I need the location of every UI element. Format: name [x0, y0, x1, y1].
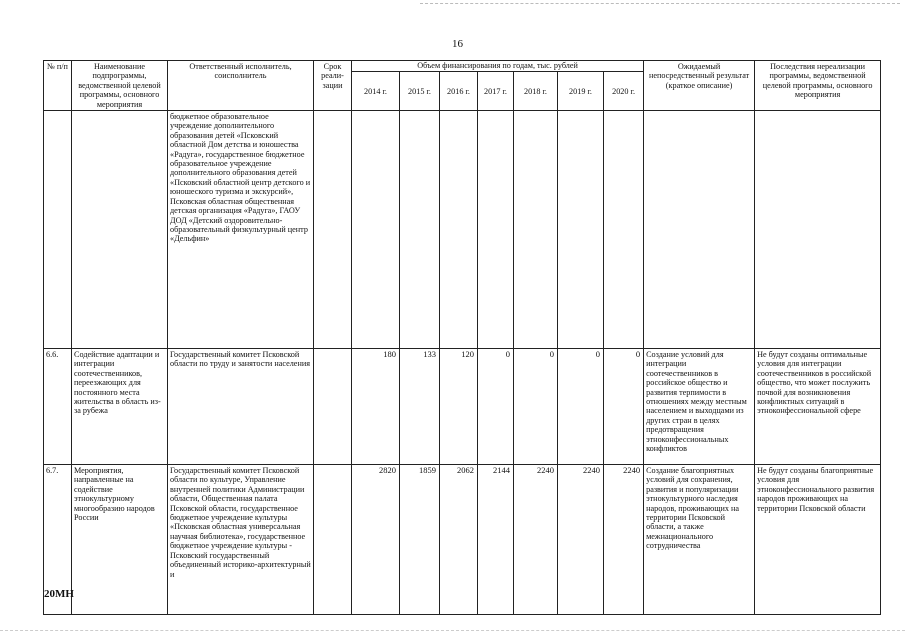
header-term: Срок реали-зации — [314, 61, 352, 111]
table-row — [44, 465, 881, 615]
cell-term — [314, 111, 352, 349]
header-year: 2015 г. — [400, 72, 440, 111]
header-year: 2018 г. — [514, 72, 558, 111]
cell-value: 2062 — [440, 465, 478, 615]
cell-value — [604, 111, 644, 349]
cell-consequences: Не будут созданы оптимальные условия для интеграции соотечественников в российской общество, что может послужить почвой для возникновения конфликтных ситуаций в этноконфессиональной сфере — [755, 349, 881, 465]
header-year: 2020 г. — [604, 72, 644, 111]
table-row — [44, 349, 881, 465]
cell-term — [314, 465, 352, 615]
cell-value: 120 — [440, 349, 478, 465]
cell-value — [514, 111, 558, 349]
header-funding-group: Объем финансирования по годам, тыс. рублей — [352, 61, 644, 72]
cell-value — [558, 111, 604, 349]
cell-executor: Государственный комитет Псковской области по труду и занятости населения — [168, 349, 314, 465]
footer-code: 20МН — [44, 588, 74, 600]
cell-name: Содействие адаптации и интеграции соотечественников, переезжающих для постоянного места жительства в область из-за рубежа — [72, 349, 168, 465]
header-result: Ожидаемый непосредственный результат (краткое описание) — [644, 61, 755, 111]
cell-consequences — [755, 111, 881, 349]
cell-result: Создание условий для интеграции соотечественников в российское общество и развития терпимости в отношениях между местным населением и выходцами из других стран в целях предотвращения этноконфессиональных конфликтов — [644, 349, 755, 465]
cell-value: 0 — [558, 349, 604, 465]
cell-value — [352, 111, 400, 349]
cell-value: 2144 — [478, 465, 514, 615]
cell-value: 133 — [400, 349, 440, 465]
header-name: Наименование подпрограммы, ведомственной целевой программы, основного мероприятия — [72, 61, 168, 111]
cell-value: 0 — [514, 349, 558, 465]
cell-consequences: Не будут созданы благоприятные условия для этноконфессионального развития народов проживающих на территории Псковской области — [755, 465, 881, 615]
cell-no: 6.6. — [44, 349, 72, 465]
cell-no — [44, 111, 72, 349]
header-year: 2017 г. — [478, 72, 514, 111]
scan-artifact-top — [420, 3, 900, 5]
header-executor: Ответственный исполнитель, соисполнитель — [168, 61, 314, 111]
header-year: 2016 г. — [440, 72, 478, 111]
cell-value: 180 — [352, 349, 400, 465]
cell-executor: бюджетное образовательное учреждение дополнительного образования детей «Псковский областной Дом детства и юношества «Радуга», государственное бюджетное образовательное учреждение дополнительного образования детей «Псковский областной центр детского и юношеского туризма и экскурсий», Псковская областная общественная детская организация «Радуга», ГАОУ ДОД «Детский оздоровительно-образовательный физкультурный центр «Дельфин» — [168, 111, 314, 349]
cell-result — [644, 111, 755, 349]
cell-value: 2240 — [558, 465, 604, 615]
cell-value: 1859 — [400, 465, 440, 615]
cell-executor: Государственный комитет Псковской области по культуре, Управление внутренней политики Администрации области, Общественная палата Псковской области, государственное бюджетное учреждение культуры «Псковская областная универсальная научная библиотека», государственное бюджетное учреждение культуры - Псковский государственный объединенный историко-архитектурный и — [168, 465, 314, 615]
header-consequences: Последствия нереализации программы, ведомственной целевой программы, основного мероприятия — [755, 61, 881, 111]
cell-name — [72, 111, 168, 349]
table-row-continuation — [44, 111, 881, 349]
cell-value: 2820 — [352, 465, 400, 615]
cell-value — [478, 111, 514, 349]
cell-value: 0 — [478, 349, 514, 465]
header-year: 2014 г. — [352, 72, 400, 111]
page-number: 16 — [452, 38, 463, 50]
cell-value: 2240 — [604, 465, 644, 615]
program-table — [43, 60, 881, 615]
cell-name: Мероприятия, направленные на содействие этнокультурному многообразию народов России — [72, 465, 168, 615]
cell-result: Создание благоприятных условий для сохранения, развития и популяризации этнокультурного наследия народов, проживающих на территории Псковской области, а также межнационального сотрудничества — [644, 465, 755, 615]
header-no: № п/п — [44, 61, 72, 111]
cell-value — [440, 111, 478, 349]
cell-value: 2240 — [514, 465, 558, 615]
header-year: 2019 г. — [558, 72, 604, 111]
cell-value: 0 — [604, 349, 644, 465]
cell-no: 6.7. — [44, 465, 72, 615]
cell-term — [314, 349, 352, 465]
scan-artifact-bottom — [0, 630, 905, 632]
cell-value — [400, 111, 440, 349]
